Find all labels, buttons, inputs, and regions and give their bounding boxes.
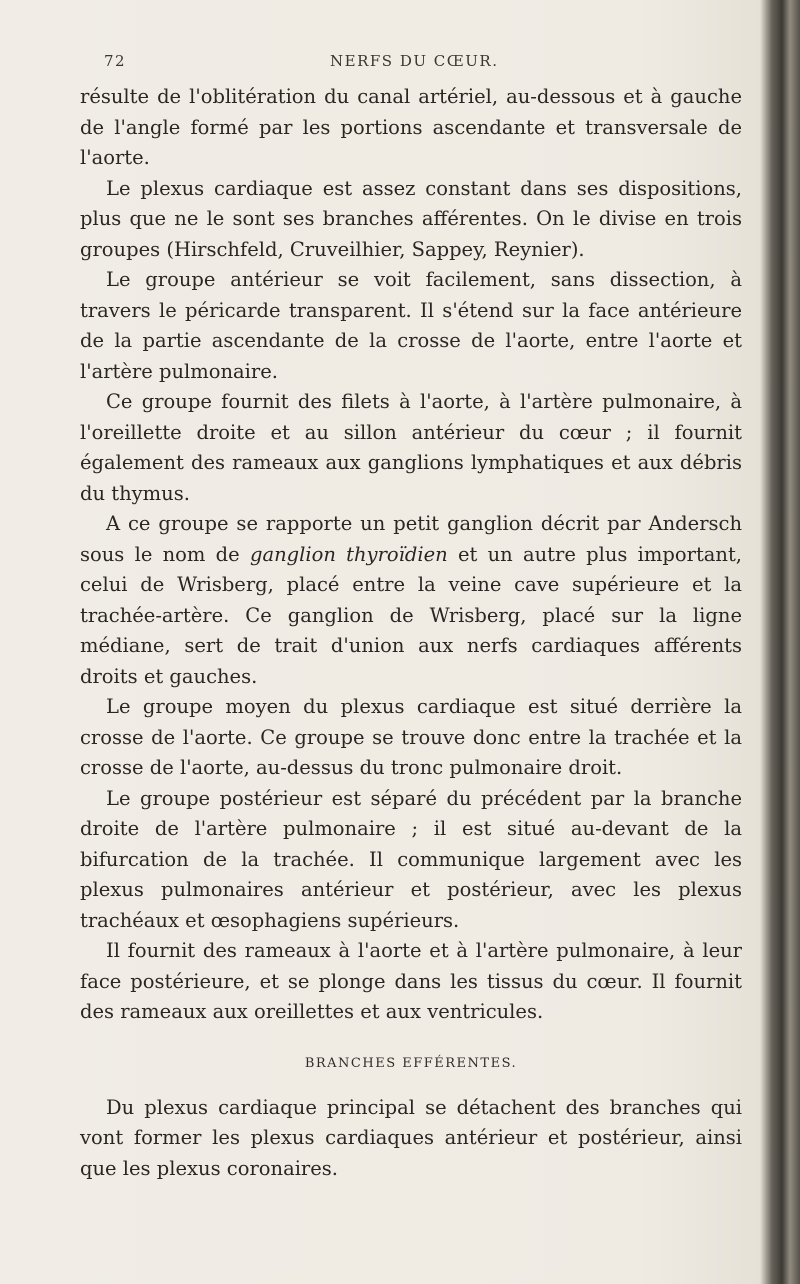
paragraph-plexus-overview: Le plexus cardiaque est assez constant dans ses dispositions, plus que ne le sont ses branches afférentes. On le divise en trois groupes (Hirschfeld, Cruveilhier, Sappey, Reynier). (80, 176, 742, 261)
body-text (80, 82, 742, 1184)
paragraph-efferent-branches: Du plexus cardiaque principal se détachent des branches qui vont former les plexus cardiaques antérieur et postérieur, ainsi que les plexus coronaires. (80, 1095, 742, 1180)
paragraph-posterior-branches: Il fournit des rameaux à l'aorte et à l'artère pulmonaire, à leur face postérieure, et se plonge dans les tissus du cœur. Il fournit des rameaux aux oreillettes et aux ventricules. (80, 939, 742, 1023)
paragraph-ganglion-italic: ganglion thyroïdien (249, 542, 448, 566)
paragraph-middle-group: Le groupe moyen du plexus cardiaque est situé derrière la crosse de l'aorte. Ce groupe se trouve donc entre la trachée et la crosse de l'aorte, au-dessus du tronc pulmonaire droit. (80, 695, 742, 779)
running-title: NERFS DU CŒUR. (330, 52, 499, 70)
paragraph-posterior-group: Le groupe postérieur est séparé du précédent par la branche droite de l'artère pulmonaire ; il est situé au-devant de la bifurcation de la trachée. Il communique largement avec les plexus pulmonaires antérieur et postérieur, avec les plexus trachéaux et œsophagiens supérieurs. (80, 786, 742, 932)
paragraph-ganglion-text-before: A ce groupe se rapporte un petit ganglion décrit par Andersch sous le nom de (80, 512, 742, 566)
section-heading: BRANCHES EFFÉRENTES. (304, 1055, 518, 1071)
paragraph-ganglion (80, 509, 742, 692)
page-header (104, 52, 704, 78)
paragraph-anterior-group: Le groupe antérieur se voit facilement, sans dissection, à travers le péricarde transparent. Il s'étend sur la face antérieure de la partie ascendante de la crosse de l'aorte, entre l'aorte et l'artère pulmonaire. (80, 268, 742, 383)
paragraph-continuation: résulte de l'oblitération du canal artériel, au-dessous et à gauche de l'angle formé par les portions ascendante et transversale de l'aorte. (80, 85, 742, 169)
paragraph-anterior-branches: Ce groupe fournit des filets à l'aorte, à l'artère pulmonaire, à l'oreillette droite et au sillon antérieur du cœur ; il fournit également des rameaux aux ganglions lymphatiques et aux débris du thymus. (80, 390, 742, 505)
paragraph-ganglion-text-after: et un autre plus important, celui de Wrisberg, placé entre la veine cave supérieure et la trachée-artère. Ce ganglion de Wrisberg, placé sur la ligne médiane, sert de trait d'union aux nerfs cardiaques afférents droits et gauches. (80, 542, 742, 688)
book-spine-shadow (760, 0, 800, 1284)
page-number: 72 (104, 52, 127, 70)
